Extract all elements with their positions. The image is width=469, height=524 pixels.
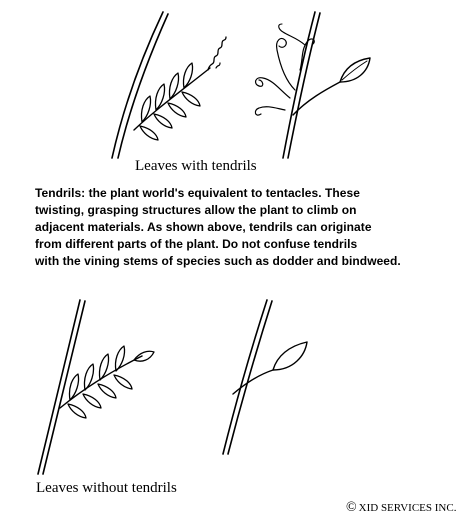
description-line: Tendrils: the plant world's equivalent to tentacles. These bbox=[35, 186, 360, 200]
description-line: adjacent materials. As shown above, tendrils can originate bbox=[35, 220, 372, 234]
description-line: with the vining stems of species such as dodder and bindweed. bbox=[35, 254, 401, 268]
copyright-text: XID SERVICES INC. bbox=[358, 502, 457, 514]
caption-leaves-with-tendrils: Leaves with tendrils bbox=[135, 158, 257, 174]
description-line: from different parts of the plant. Do not confuse tendrils bbox=[35, 237, 358, 251]
copyright-symbol: © bbox=[346, 500, 357, 515]
compound-leaf-without-tendril-illustration bbox=[30, 298, 170, 478]
leaf-with-stem-tendrils-illustration bbox=[245, 10, 380, 160]
description-line: twisting, grasping structures allow the plant to climb on bbox=[35, 203, 357, 217]
compound-leaf-with-tendril-illustration bbox=[100, 10, 240, 160]
tendril-description bbox=[35, 185, 465, 270]
simple-leaf-without-tendrils-illustration bbox=[215, 298, 325, 458]
caption-leaves-without-tendrils: Leaves without tendrils bbox=[36, 480, 177, 496]
copyright-notice bbox=[346, 500, 456, 516]
